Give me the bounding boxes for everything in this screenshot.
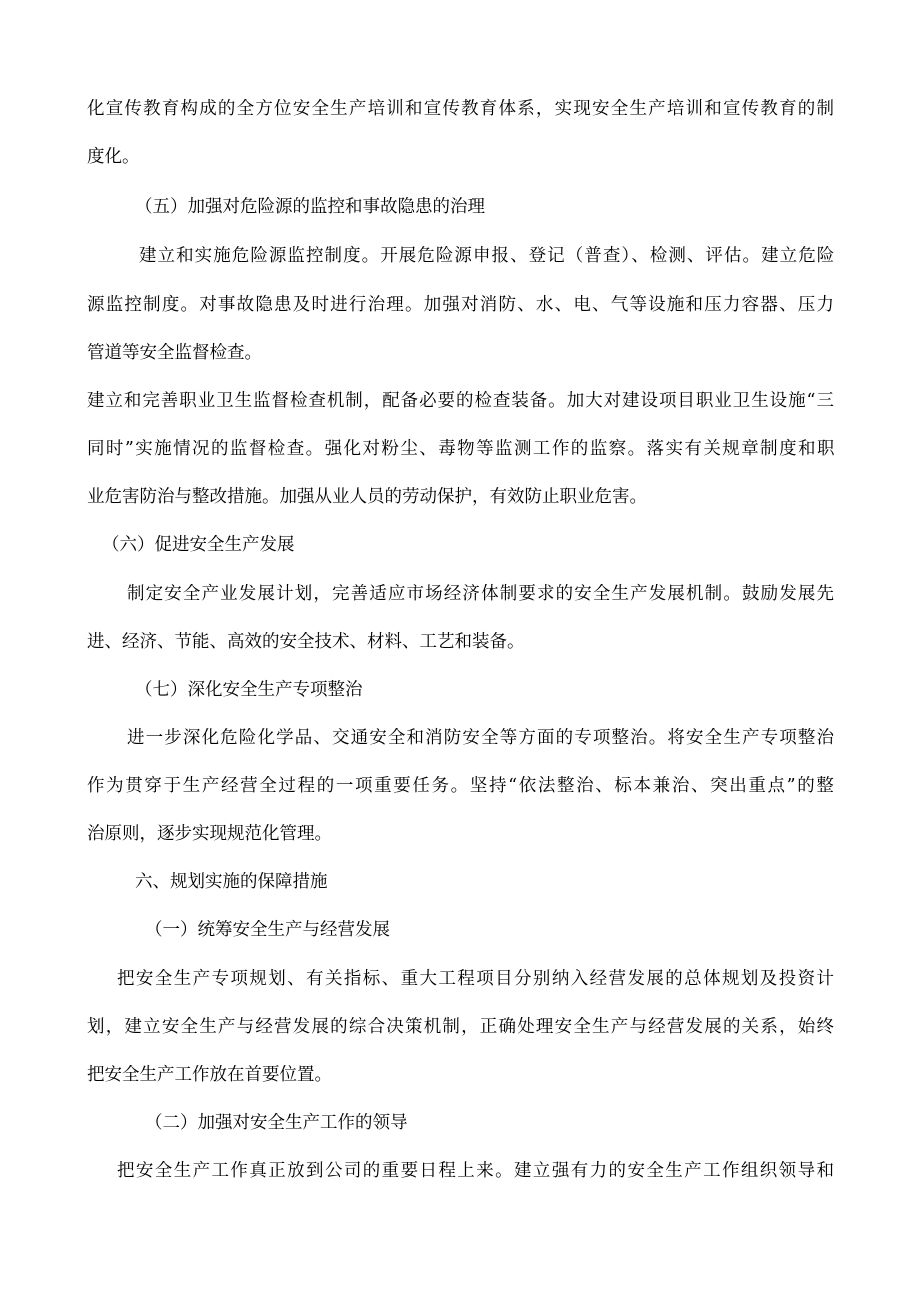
section-heading-1: （一）统筹安全生产与经营发展 <box>145 920 390 940</box>
text-line-11: 制定安全产业发展计划，完善适应市场经济体制要求的安全生产发展机制。鼓励发展先 <box>127 584 836 604</box>
section-heading-2: （二）加强对安全生产工作的领导 <box>145 1113 408 1133</box>
text-line-9: 业危害防治与整改措施。加强从业人员的劳动保护，有效防止职业危害。 <box>87 487 647 507</box>
section-heading-5: （五）加强对危险源的监控和事故隐患的治理 <box>135 197 485 217</box>
text-line-7: 建立和完善职业卫生监督检查机制，配备必要的检查装备。加大对建设项目职业卫生设施“三 <box>87 391 835 411</box>
chapter-heading-6: 六、规划实施的保障措施 <box>135 872 328 892</box>
section-heading-6: （六）促进安全生产发展 <box>102 535 295 555</box>
text-line-19: 把安全生产专项规划、有关指标、重大工程项目分别纳入经营发展的总体规划及投资计 <box>117 969 836 989</box>
text-line-8: 同时”实施情况的监督检查。强化对粉尘、毒物等监测工作的监察。落实有关规章制度和职 <box>87 439 836 459</box>
text-line-14: 进一步深化危险化学品、交通安全和消防安全等方面的专项整治。将安全生产专项整治 <box>127 728 836 748</box>
text-line-6: 管道等安全监督检查。 <box>87 343 262 363</box>
text-line-4: 建立和实施危险源监控制度。开展危险源申报、登记（普查）、检测、评估。建立危险 <box>139 246 836 266</box>
text-line-20: 划，建立安全生产与经营发展的综合决策机制，正确处理安全生产与经营发展的关系，始终 <box>87 1017 836 1037</box>
text-line-2: 度化。 <box>87 147 140 167</box>
text-line-15: 作为贯穿于生产经营全过程的一项重要任务。坚持“依法整治、标本兼治、突出重点”的整 <box>87 776 836 796</box>
text-line-12: 进、经济、节能、高效的安全技术、材料、工艺和装备。 <box>87 632 525 652</box>
section-heading-7: （七）深化安全生产专项整治 <box>135 680 363 700</box>
text-line-16: 治原则，逐步实现规范化管理。 <box>87 824 332 844</box>
text-line-21: 把安全生产工作放在首要位置。 <box>87 1065 332 1085</box>
text-line-23: 把安全生产工作真正放到公司的重要日程上来。建立强有力的安全生产工作组织领导和 <box>117 1161 836 1181</box>
text-line-1: 化宣传教育构成的全方位安全生产培训和宣传教育体系，实现安全生产培训和宣传教育的制 <box>87 99 836 119</box>
text-line-5: 源监控制度。对事故隐患及时进行治理。加强对消防、水、电、气等设施和压力容器、压力 <box>87 295 836 315</box>
